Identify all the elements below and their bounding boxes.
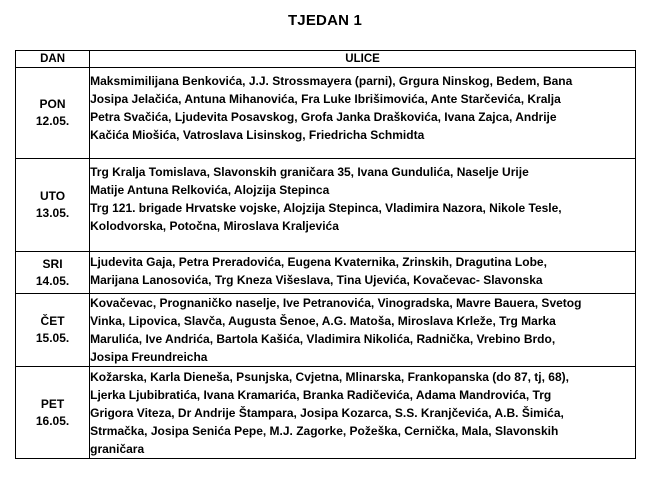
day-date: 15.05. bbox=[35, 331, 70, 345]
header-day: DAN bbox=[16, 51, 90, 68]
schedule-table bbox=[15, 50, 636, 459]
streets-cell bbox=[90, 68, 636, 159]
street-line: Trg Kralja Tomislava, Slavonskih graničara 35, Ivana Gundulića, Naselje Urije bbox=[90, 165, 529, 179]
street-line: graničara bbox=[90, 442, 145, 456]
page-title: TJEDAN 1 bbox=[287, 12, 363, 29]
day-date: 14.05. bbox=[35, 273, 70, 288]
table-header-row bbox=[16, 51, 636, 68]
street-line: Petra Svačića, Ljudevita Posavskog, Grofa Janka Draškovića, Ivana Zajca, Andrije bbox=[90, 110, 557, 124]
day-cell bbox=[16, 367, 90, 459]
table-row-pon bbox=[16, 68, 636, 159]
street-line: Matije Antuna Relkovića, Alojzija Stepinca bbox=[90, 183, 330, 197]
street-line: Strmačka, Josipa Senića Pepe, M.J. Zagorke, Požeška, Cernička, Mala, Slavonskih bbox=[90, 424, 559, 438]
street-line: Ljerka Ljubibratića, Ivana Kramarića, Branka Radičevića, Adama Mandrovića, Trg bbox=[90, 388, 552, 402]
day-name: ČET bbox=[40, 314, 65, 328]
street-line: Grigora Viteza, Dr Andrije Štampara, Josipa Kozarca, S.S. Kranjčevića, A.B. Šimića, bbox=[90, 406, 564, 420]
table-row-uto bbox=[16, 159, 636, 252]
street-line: Marijana Lanosovića, Trg Kneza Višeslava, Tina Ujevića, Kovačevac- Slavonska bbox=[90, 273, 543, 287]
street-line: Ljudevita Gaja, Petra Preradovića, Eugena Kvaternika, Zrinskih, Dragutina Lobe, bbox=[90, 255, 547, 269]
day-name: PON bbox=[39, 97, 66, 111]
street-line: Kolodvorska, Potočna, Miroslava Kraljevića bbox=[90, 219, 339, 233]
street-line: Josipa Freundreicha bbox=[90, 350, 208, 364]
street-line: Maksmimilijana Benkovića, J.J. Strossmayera (parni), Grgura Ninskog, Bedem, Bana bbox=[90, 74, 573, 88]
day-name: SRI bbox=[42, 256, 63, 271]
day-date: 16.05. bbox=[35, 413, 70, 428]
streets-cell bbox=[90, 294, 636, 367]
street-line: Kačića Miošića, Vatroslava Lisinskog, Friedricha Schmidta bbox=[90, 128, 425, 142]
day-cell bbox=[16, 159, 90, 252]
day-name: PET bbox=[40, 396, 65, 411]
table-row-pet bbox=[16, 367, 636, 459]
table-row-sri bbox=[16, 252, 636, 294]
street-line: Kožarska, Karla Dieneša, Psunjska, Cvjetna, Mlinarska, Frankopanska (do 87, tj, 68), bbox=[90, 370, 569, 384]
table-row-cet bbox=[16, 294, 636, 367]
day-cell bbox=[16, 294, 90, 367]
streets-cell bbox=[90, 367, 636, 459]
streets-cell bbox=[90, 252, 636, 294]
street-line: Vinka, Lipovica, Slavča, Augusta Šenoe, A.G. Matoša, Miroslava Krleže, Trg Marka bbox=[90, 314, 556, 328]
streets-cell bbox=[90, 159, 636, 252]
day-date: 13.05. bbox=[35, 206, 70, 220]
street-line: Trg 121. brigade Hrvatske vojske, Alojzija Stepinca, Vladimira Nazora, Nikole Tesle, bbox=[90, 201, 562, 215]
street-line: Josipa Jelačića, Antuna Mihanovića, Fra Luke Ibrišimovića, Ante Starčevića, Kralja bbox=[90, 92, 561, 106]
day-date: 12.05. bbox=[35, 114, 70, 128]
street-line: Marulića, Ive Andrića, Bartola Kašića, Vladimira Nikolića, Radnička, Vrebino Brdo, bbox=[90, 332, 556, 346]
day-cell bbox=[16, 252, 90, 294]
street-line: Kovačevac, Prognaničko naselje, Ive Petranovića, Vinogradska, Mavre Bauera, Svetog bbox=[90, 296, 582, 310]
day-cell bbox=[16, 68, 90, 159]
header-streets: ULICE bbox=[90, 51, 636, 68]
day-name: UTO bbox=[39, 189, 66, 203]
